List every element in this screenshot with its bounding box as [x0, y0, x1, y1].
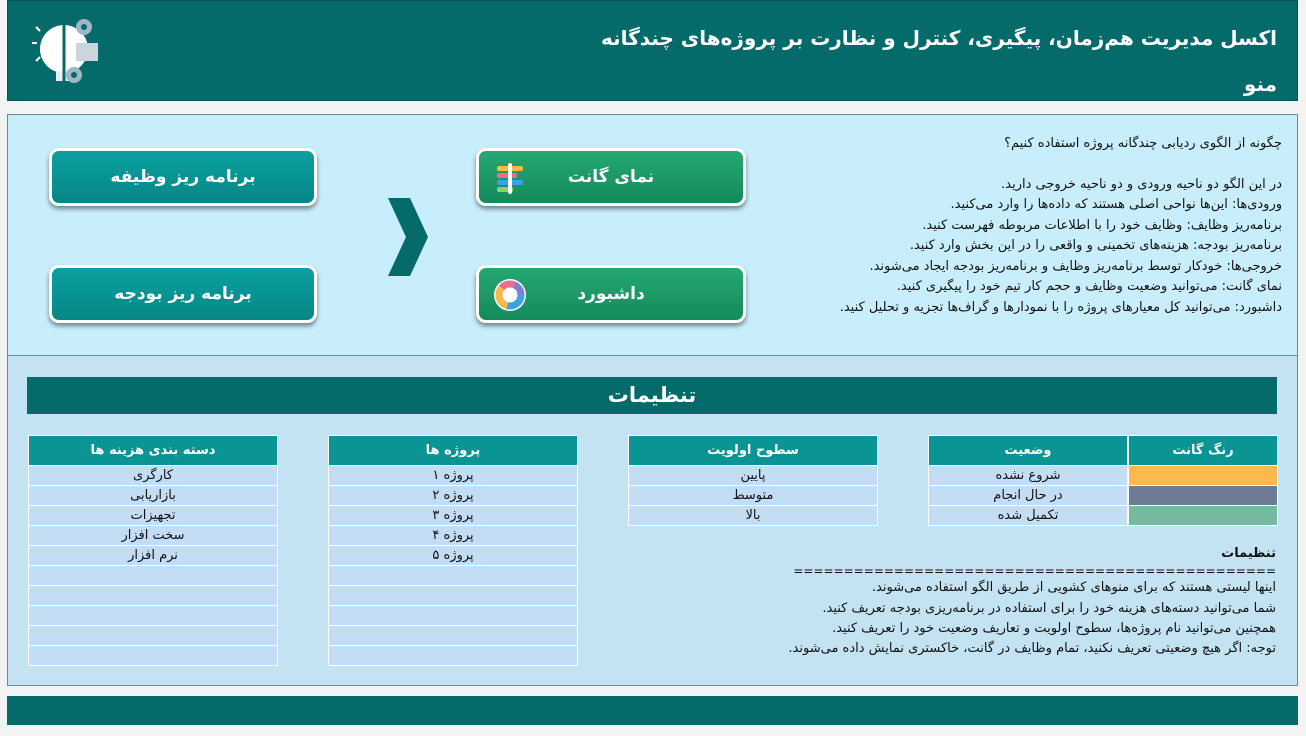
notes-line: توجه: اگر هیچ وضعیتی تعریف نکنید، تمام وظایف در گانت، خاکستری نمایش داده می‌شوند.	[788, 641, 1276, 657]
settings-title: تنظیمات	[27, 377, 1277, 414]
help-line: برنامه‌ریز وظایف: وظایف خود را با اطلاعات مربوطه فهرست کنید.	[922, 217, 1282, 233]
chevron-right-icon	[386, 196, 430, 278]
project-cell[interactable]: پروژه ۵	[329, 546, 578, 566]
budget-planner-button[interactable]	[49, 265, 317, 323]
projects-table	[328, 435, 578, 666]
help-line: داشبورد: می‌توانید کل معیارهای پروژه را با نمودارها و گراف‌ها تجزیه و تحلیل کنید.	[839, 299, 1282, 315]
title-line-1: اکسل مدیریت هم‌زمان، پیگیری، کنترل و نظارت بر پروژه‌های چندگانه	[601, 26, 1277, 50]
cost-categories-header: دسته بندی هزینه ها	[29, 436, 278, 466]
gantt-color-header: رنگ گانت	[1129, 436, 1278, 466]
project-cell[interactable]	[329, 646, 578, 666]
dashboard-button[interactable]	[476, 265, 746, 323]
gantt-color-swatch[interactable]	[1129, 466, 1278, 486]
cost-category-cell[interactable]: بازاریابی	[29, 486, 278, 506]
priority-cell[interactable]: پایین	[629, 466, 878, 486]
help-question: چگونه از الگوی ردیابی چندگانه پروژه استفاده کنیم؟	[1004, 136, 1282, 151]
help-line: در این الگو دو ناحیه ورودی و دو ناحیه خروجی دارید.	[1001, 176, 1282, 192]
gantt-color-swatch[interactable]	[1129, 486, 1278, 506]
page-title	[108, 15, 1277, 107]
notes-separator: ================================================	[793, 564, 1276, 579]
gantt-color-swatch[interactable]	[1129, 506, 1278, 526]
notes-line: شما می‌توانید دسته‌های هزینه خود را برای استفاده در برنامه‌ریزی بودجه تعریف کنید.	[822, 600, 1276, 616]
footer-bar	[7, 696, 1298, 725]
settings-notes	[720, 544, 1276, 659]
cost-category-cell[interactable]: نرم افزار	[29, 546, 278, 566]
priority-table	[628, 435, 878, 526]
project-cell[interactable]: پروژه ۴	[329, 526, 578, 546]
status-header: وضعیت	[929, 436, 1128, 466]
priority-cell[interactable]: بالا	[629, 506, 878, 526]
gantt-color-table	[1128, 435, 1278, 526]
cost-category-cell[interactable]: تجهیزات	[29, 506, 278, 526]
task-planner-label: برنامه ریز وظیفه	[110, 167, 256, 187]
status-table	[928, 435, 1128, 526]
task-planner-button[interactable]	[49, 148, 317, 206]
gantt-view-label: نمای گانت	[567, 167, 655, 187]
help-line: ورودی‌ها: این‌ها نواحی اصلی هستند که داده‌ها را وارد می‌کنید.	[950, 197, 1282, 212]
notes-line: همچنین می‌توانید نام پروژه‌ها، سطوح اولویت و تعاریف وضعیت خود را تعریف کنید.	[832, 620, 1276, 636]
gantt-bars-icon	[493, 161, 527, 195]
cost-category-cell[interactable]	[29, 566, 278, 586]
projects-header: پروژه ها	[329, 436, 578, 466]
project-cell[interactable]: پروژه ۲	[329, 486, 578, 506]
priority-header: سطوح اولویت	[629, 436, 878, 466]
project-cell[interactable]	[329, 606, 578, 626]
status-cell[interactable]: تکمیل شده	[929, 506, 1128, 526]
help-line: نمای گانت: می‌توانید وضعیت وظایف و حجم کار تیم خود را پیگیری کنید.	[896, 279, 1282, 294]
status-cell[interactable]: شروع نشده	[929, 466, 1128, 486]
help-line: خروجی‌ها: خودکار توسط برنامه‌ریز وظایف و برنامه‌ریز بودجه ایجاد می‌شوند.	[869, 258, 1282, 274]
dashboard-label: داشبورد	[577, 284, 645, 304]
help-line: برنامه‌ریز بودجه: هزینه‌های تخمینی و واقعی را در این بخش وارد کنید.	[909, 238, 1282, 253]
cost-category-cell[interactable]	[29, 626, 278, 646]
cost-categories-table	[28, 435, 278, 666]
cost-category-cell[interactable]	[29, 586, 278, 606]
donut-chart-icon	[493, 278, 527, 312]
cost-category-cell[interactable]: کارگری	[29, 466, 278, 486]
project-cell[interactable]: پروژه ۳	[329, 506, 578, 526]
project-cell[interactable]	[329, 626, 578, 646]
cost-category-cell[interactable]	[29, 606, 278, 626]
notes-line: اینها لیستی هستند که برای منوهای کشویی از طریق الگو استفاده می‌شوند.	[871, 580, 1276, 596]
help-text	[760, 134, 1282, 318]
cost-category-cell[interactable]: سخت افزار	[29, 526, 278, 546]
budget-planner-label: برنامه ریز بودجه	[114, 284, 252, 304]
project-cell[interactable]: پروژه ۱	[329, 466, 578, 486]
header-banner	[7, 0, 1298, 101]
status-cell[interactable]: در حال انجام	[929, 486, 1128, 506]
notes-heading: تنظیمات	[1221, 546, 1276, 561]
gantt-view-button[interactable]	[476, 148, 746, 206]
help-spacer	[760, 155, 1282, 175]
title-line-2: منو	[1243, 72, 1277, 96]
priority-cell[interactable]: متوسط	[629, 486, 878, 506]
project-cell[interactable]	[329, 586, 578, 606]
gears-bulb-icon	[26, 13, 106, 93]
cost-category-cell[interactable]	[29, 646, 278, 666]
project-cell[interactable]	[329, 566, 578, 586]
